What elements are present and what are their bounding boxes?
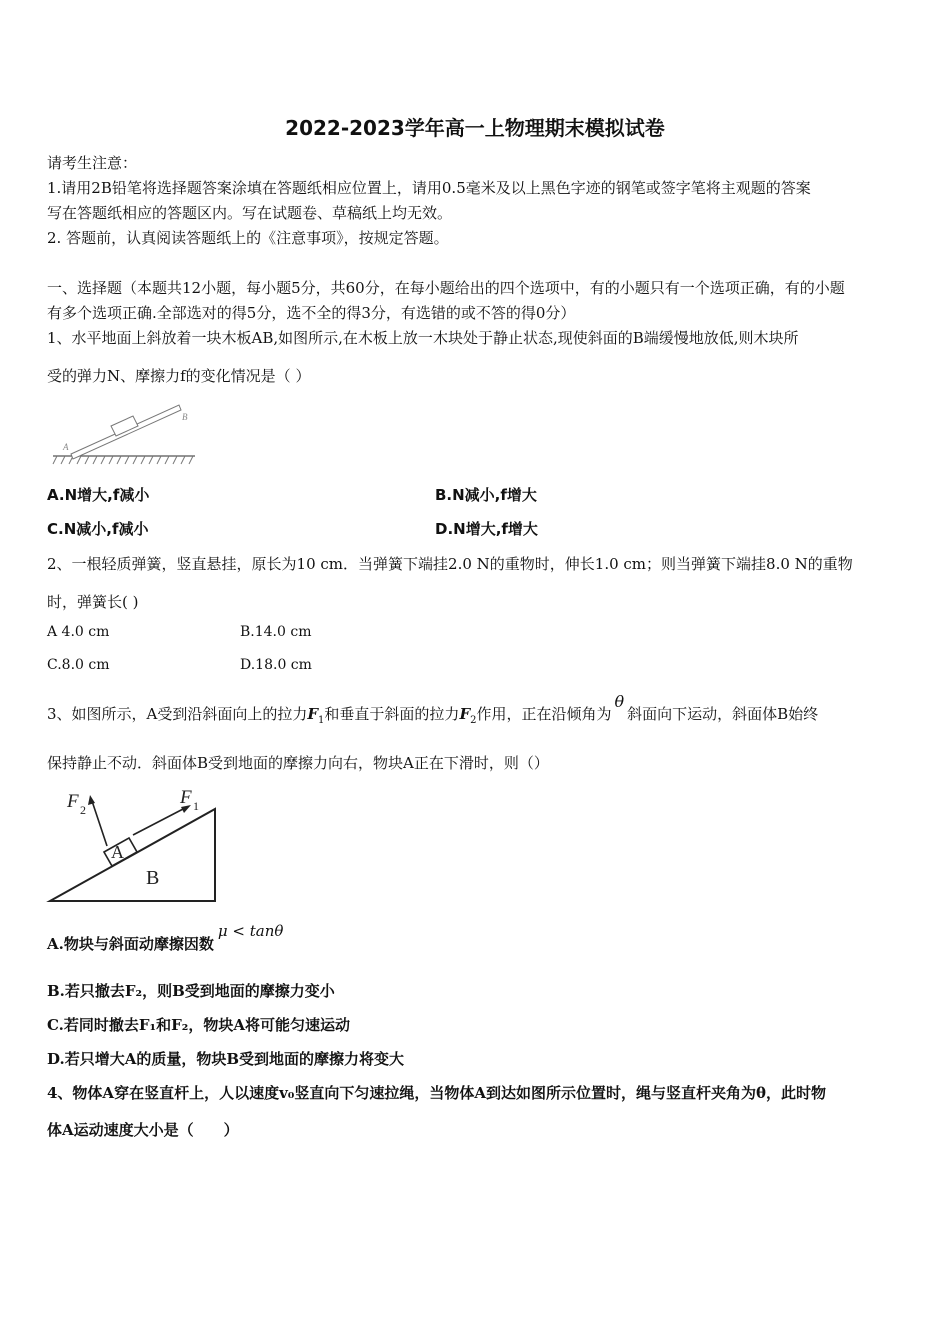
question-3-figure-f1-label: F — [180, 787, 192, 808]
question-3-figure-f2-subscript: 2 — [80, 803, 86, 817]
question-1-figure-label-b: B — [182, 412, 188, 422]
question-3-figure-f1-subscript: 1 — [193, 799, 199, 813]
page-title: 2022-2023学年高一上物理期末模拟试卷 — [285, 116, 665, 140]
question-1-line-1: 1、水平地面上斜放着一块木板AB,如图所示,在木板上放一木块处于静止状态,现使斜面的B端缓慢地放低,则木块所 — [47, 329, 799, 347]
question-2-option-a: A 4.0 cm — [47, 624, 110, 640]
question-3-option-a-math: μ < tanθ — [217, 922, 284, 940]
section-1-intro-line-1: 一、选择题（本题共12小题，每小题5分，共60分，在每小题给出的四个选项中，有的小题只有一个选项正确，有的小题 — [47, 279, 845, 297]
question-1-option-a: A.N增大,f减小 — [47, 486, 150, 504]
question-3-line-1 — [47, 692, 819, 726]
question-3-line-1-part-a: 3、如图所示，A受到沿斜面向上的拉力 — [47, 705, 308, 723]
question-2-line-2: 时，弹簧长( ) — [47, 593, 139, 611]
question-3-option-a — [47, 922, 284, 954]
question-4-line-1: 4、物体A穿在竖直杆上，人以速度v₀竖直向下匀速拉绳，当物体A到达如图所示位置时，绳与竖直杆夹角为θ，此时物 — [47, 1084, 827, 1102]
question-3-f2-subscript: 2 — [470, 715, 477, 726]
question-3-line-1-part-d: 斜面向下运动，斜面体B始终 — [627, 705, 819, 723]
question-1-figure — [45, 398, 205, 470]
notice-item-1-line-2: 写在答题纸相应的答题区内。写在试题卷、草稿纸上均无效。 — [47, 204, 453, 222]
question-3-theta: θ — [614, 692, 625, 711]
question-3-option-b: B.若只撤去F₂，则B受到地面的摩擦力变小 — [47, 982, 335, 1000]
question-3-figure-wedge-label: B — [146, 867, 160, 889]
question-3-option-c: C.若同时撤去F₁和F₂，物块A将可能匀速运动 — [47, 1016, 350, 1034]
question-1-option-c: C.N减小,f减小 — [47, 520, 149, 538]
section-1-intro-line-2: 有多个选项正确.全部选对的得5分，选不全的得3分，有选错的或不答的得0分） — [47, 304, 576, 322]
question-2-option-b: B.14.0 cm — [240, 624, 312, 640]
question-3-f1-subscript: 1 — [318, 715, 325, 726]
question-3-f1: F — [307, 705, 319, 723]
question-1-option-d: D.N增大,f增大 — [435, 520, 538, 538]
question-3-line-1-part-b: 和垂直于斜面的拉力 — [324, 705, 460, 723]
question-1-line-2: 受的弹力N、摩擦力f的变化情况是（ ） — [47, 367, 311, 385]
question-3-line-2: 保持静止不动．斜面体B受到地面的摩擦力向右，物块A正在下滑时，则（） — [47, 754, 549, 772]
question-4-line-2: 体A运动速度大小是（ ） — [47, 1121, 239, 1139]
question-2-option-d: D.18.0 cm — [240, 657, 312, 673]
notice-heading: 请考生注意： — [47, 154, 138, 172]
question-3-figure-f2-label: F — [67, 791, 79, 812]
notice-item-1-line-1: 1.请用2B铅笔将选择题答案涂填在答题纸相应位置上，请用0.5毫米及以上黑色字迹的钢笔或签字笔将主观题的答案 — [47, 179, 811, 197]
question-3-figure — [45, 783, 225, 905]
question-3-option-d: D.若只增大A的质量，物块B受到地面的摩擦力将变大 — [47, 1050, 405, 1068]
question-3-line-1-part-c: 作用，正在沿倾角为 — [476, 705, 612, 723]
question-3-option-a-text: A.物块与斜面动摩擦因数 — [47, 935, 214, 953]
question-2-option-c: C.8.0 cm — [47, 657, 110, 673]
question-2-line-1: 2、一根轻质弹簧，竖直悬挂，原长为10 cm．当弹簧下端挂2.0 N的重物时，伸长1.0 cm；则当弹簧下端挂8.0 N的重物 — [47, 555, 853, 573]
question-3-figure-block-label: A — [111, 842, 124, 862]
notice-item-2: 2. 答题前，认真阅读答题纸上的《注意事项》，按规定答题。 — [47, 229, 449, 247]
question-1-option-b: B.N减小,f增大 — [435, 486, 537, 504]
question-1-figure-label-a: A — [63, 442, 69, 452]
question-3-f2: F — [459, 705, 471, 723]
